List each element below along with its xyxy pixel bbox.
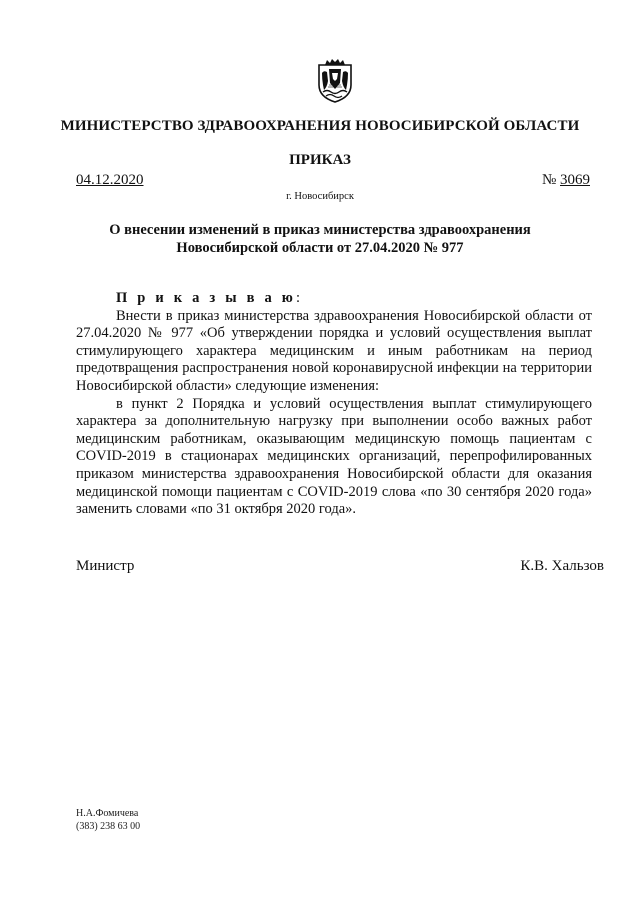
executor-phone: (383) 238 63 00 xyxy=(76,821,141,832)
subject-line-1: О внесении изменений в приказ министерства здравоохранения xyxy=(109,222,531,238)
orders-heading-colon: : xyxy=(296,290,301,306)
orders-heading-line xyxy=(76,290,592,308)
executor-block xyxy=(76,807,140,833)
order-number xyxy=(542,172,590,189)
subject-heading xyxy=(60,221,580,257)
body-paragraph-2: в пункт 2 Порядка и условий осуществления выплат стимулирующего характера за дополнительную нагрузку при выполнении особо важных работ медицинским работникам, оказывающим медицинскую помощь пациентам с COVID-2019 в стационарах медицинских организаций, перепрофилированных приказом министерства здравоохранения Новосибирской области для оказания медицинской помощи пациентам с COVID-2019 слова «по 30 сентября 2020 года» заменить словами «по 31 октября 2020 года». xyxy=(76,395,592,518)
ministry-title: МИНИСТЕРСТВО ЗДРАВООХРАНЕНИЯ НОВОСИБИРСКОЙ ОБЛАСТИ xyxy=(60,118,580,134)
novosibirsk-coat-of-arms-icon xyxy=(316,59,354,103)
subject-line-2: Новосибирской области от 27.04.2020 № 977 xyxy=(176,240,464,256)
order-number-value: 3069 xyxy=(560,172,590,188)
city-label: г. Новосибирск xyxy=(286,191,354,202)
doc-type-title: ПРИКАЗ xyxy=(289,152,351,168)
order-date: 04.12.2020 xyxy=(76,172,144,188)
order-number-prefix: № xyxy=(541,172,560,188)
body-paragraph-1: Внести в приказ министерства здравоохранения Новосибирской области от 27.04.2020 № 977 «Об утверждении порядка и условий осуществления выплат стимулирующего характера медицинским и иным работникам на период предотвращения распространения новой коронавирусной инфекции на территории Новосибирской области» следующие изменения: xyxy=(76,307,592,394)
signatory-name: К.В. Хальзов xyxy=(520,558,604,574)
orders-heading: П р и к а з ы в а ю xyxy=(116,290,297,306)
signatory-position: Министр xyxy=(76,558,135,574)
executor-name: Н.А.Фомичева xyxy=(76,808,139,819)
document-body xyxy=(76,290,592,519)
